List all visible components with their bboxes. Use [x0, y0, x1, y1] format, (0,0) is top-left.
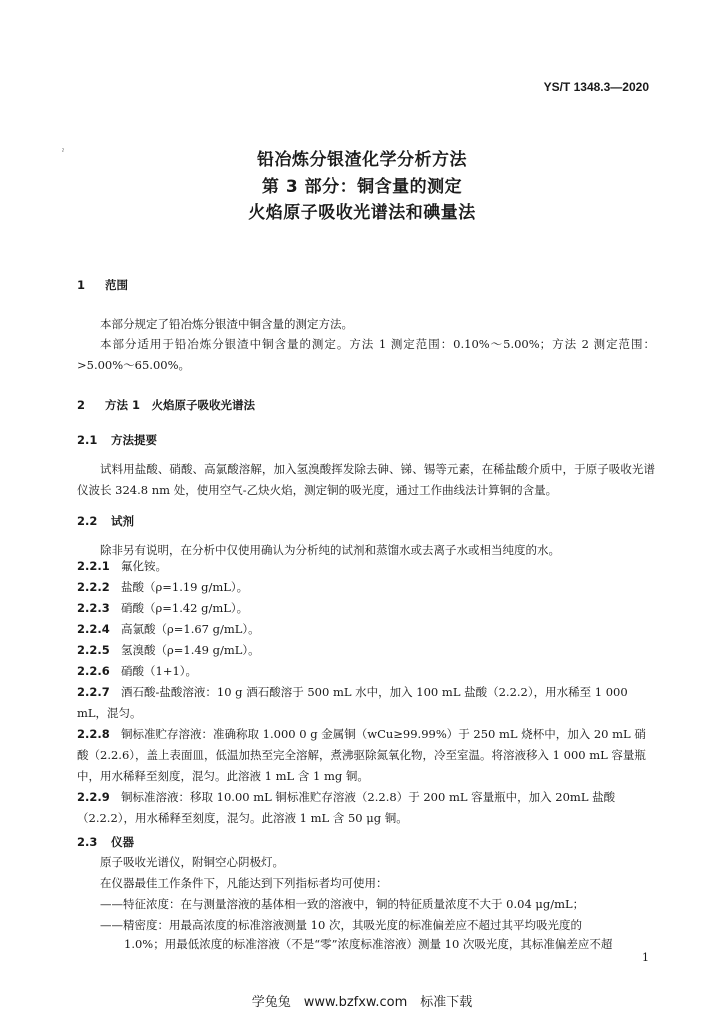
document-title-line2: 第 3 部分：铜含量的测定 — [261, 177, 463, 197]
list-item: 2.2.5 氢溴酸（ρ=1.49 g/mL）。 — [77, 643, 260, 657]
paragraph: 试料用盐酸、硝酸、高氯酸溶解，加入氢溴酸挥发除去砷、锑、锡等元素，在稀盐酸介质中，于原子吸收光谱仪波长 324.8 nm 处，使用空气-乙炔火焰，测定铜的吸光度，通过工作曲线法计算铜的含量。 — [77, 462, 655, 497]
paragraph: 原子吸收光谱仪，附铜空心阴极灯。 — [100, 855, 284, 869]
section-number: 2.1 — [77, 433, 98, 447]
paragraph: 在仪器最佳工作条件下，凡能达到下列指标者均可使用： — [100, 876, 388, 890]
section-2-3-heading — [77, 834, 134, 850]
paragraph: 本部分规定了铅冶炼分银渣中铜含量的测定方法。 — [100, 317, 353, 331]
section-number: 2 — [77, 398, 86, 412]
document-title-line3: 火焰原子吸收光谱法和碘量法 — [248, 203, 476, 223]
list-item: 2.2.3 硝酸（ρ=1.42 g/mL）。 — [77, 601, 249, 615]
section-2-2-heading — [77, 513, 134, 529]
paragraph: 本部分适用于铅冶炼分银渣中铜含量的测定。方法 1 测定范围：0.10%～5.00%；方法 2 测定范围：>5.00%～65.00%。 — [77, 337, 655, 372]
list-item: 1.0%；用最低浓度的标准溶液（不是“零”浓度标准溶液）测量 10 次吸光度，其标准偏差应不超 — [124, 937, 613, 951]
list-item: 2.2.6 硝酸（1+1）。 — [77, 664, 198, 678]
list-item: 2.2.8 铜标准贮存溶液：准确称取 1.000 0 g 金属铜（wCu≥99.99%）于 250 mL 烧杯中，加入 20 mL 硝酸（2.2.6），盖上表面皿，低温加热至完全溶解，煮沸驱除氮氧化物，冷至室温。将溶液移入 1 000 mL 容量瓶中，用水稀释至刻度，混匀。此溶液 1 mL 含 1 mg 铜。 — [77, 727, 646, 783]
section-2-heading — [77, 397, 255, 413]
section-1-heading — [77, 277, 128, 293]
list-item: ——精密度：用最高浓度的标准溶液测量 10 次，其吸光度的标准偏差应不超过其平均吸光度的 — [100, 918, 582, 932]
section-title: 仪器 — [111, 835, 134, 849]
section-title: 试剂 — [111, 514, 134, 528]
page-number: 1 — [642, 951, 649, 964]
section-number: 1 — [77, 278, 86, 292]
section-number: 2.3 — [77, 835, 98, 849]
section-title: 方法提要 — [111, 433, 157, 447]
list-item: 2.2.1 氟化铵。 — [77, 559, 167, 573]
list-item: 2.2.2 盐酸（ρ=1.19 g/mL）。 — [77, 580, 249, 594]
list-item: 2.2.4 高氯酸（ρ=1.67 g/mL）。 — [77, 622, 260, 636]
paragraph: 除非另有说明，在分析中仅使用确认为分析纯的试剂和蒸馏水或去离子水或相当纯度的水。 — [100, 543, 560, 557]
footer-watermark: 学兔兔 www.bzfxw.com 标准下载 — [251, 995, 473, 1010]
list-item: 2.2.7 酒石酸-盐酸溶液：10 g 酒石酸溶于 500 mL 水中，加入 100 mL 盐酸（2.2.2），用水稀至 1 000 mL，混匀。 — [77, 685, 628, 720]
section-title: 范围 — [105, 278, 128, 292]
list-item: ——特征浓度：在与测量溶液的基体相一致的溶液中，铜的特征质量浓度不大于 0.04 μg/mL； — [100, 897, 585, 911]
standard-code: YS/T 1348.3—2020 — [543, 80, 649, 94]
list-item: 2.2.9 铜标准溶液：移取 10.00 mL 铜标准贮存溶液（2.2.8）于 200 mL 容量瓶中，加入 20mL 盐酸（2.2.2），用水稀释至刻度，混匀。此溶液 1 mL 含 50 μg 铜。 — [77, 790, 616, 825]
margin-mark: ˀ — [62, 148, 65, 157]
section-number: 2.2 — [77, 514, 98, 528]
document-title-line1: 铅冶炼分银渣化学分析方法 — [257, 150, 467, 170]
section-title: 方法 1 火焰原子吸收光谱法 — [105, 398, 256, 412]
section-2-1-heading — [77, 432, 157, 448]
